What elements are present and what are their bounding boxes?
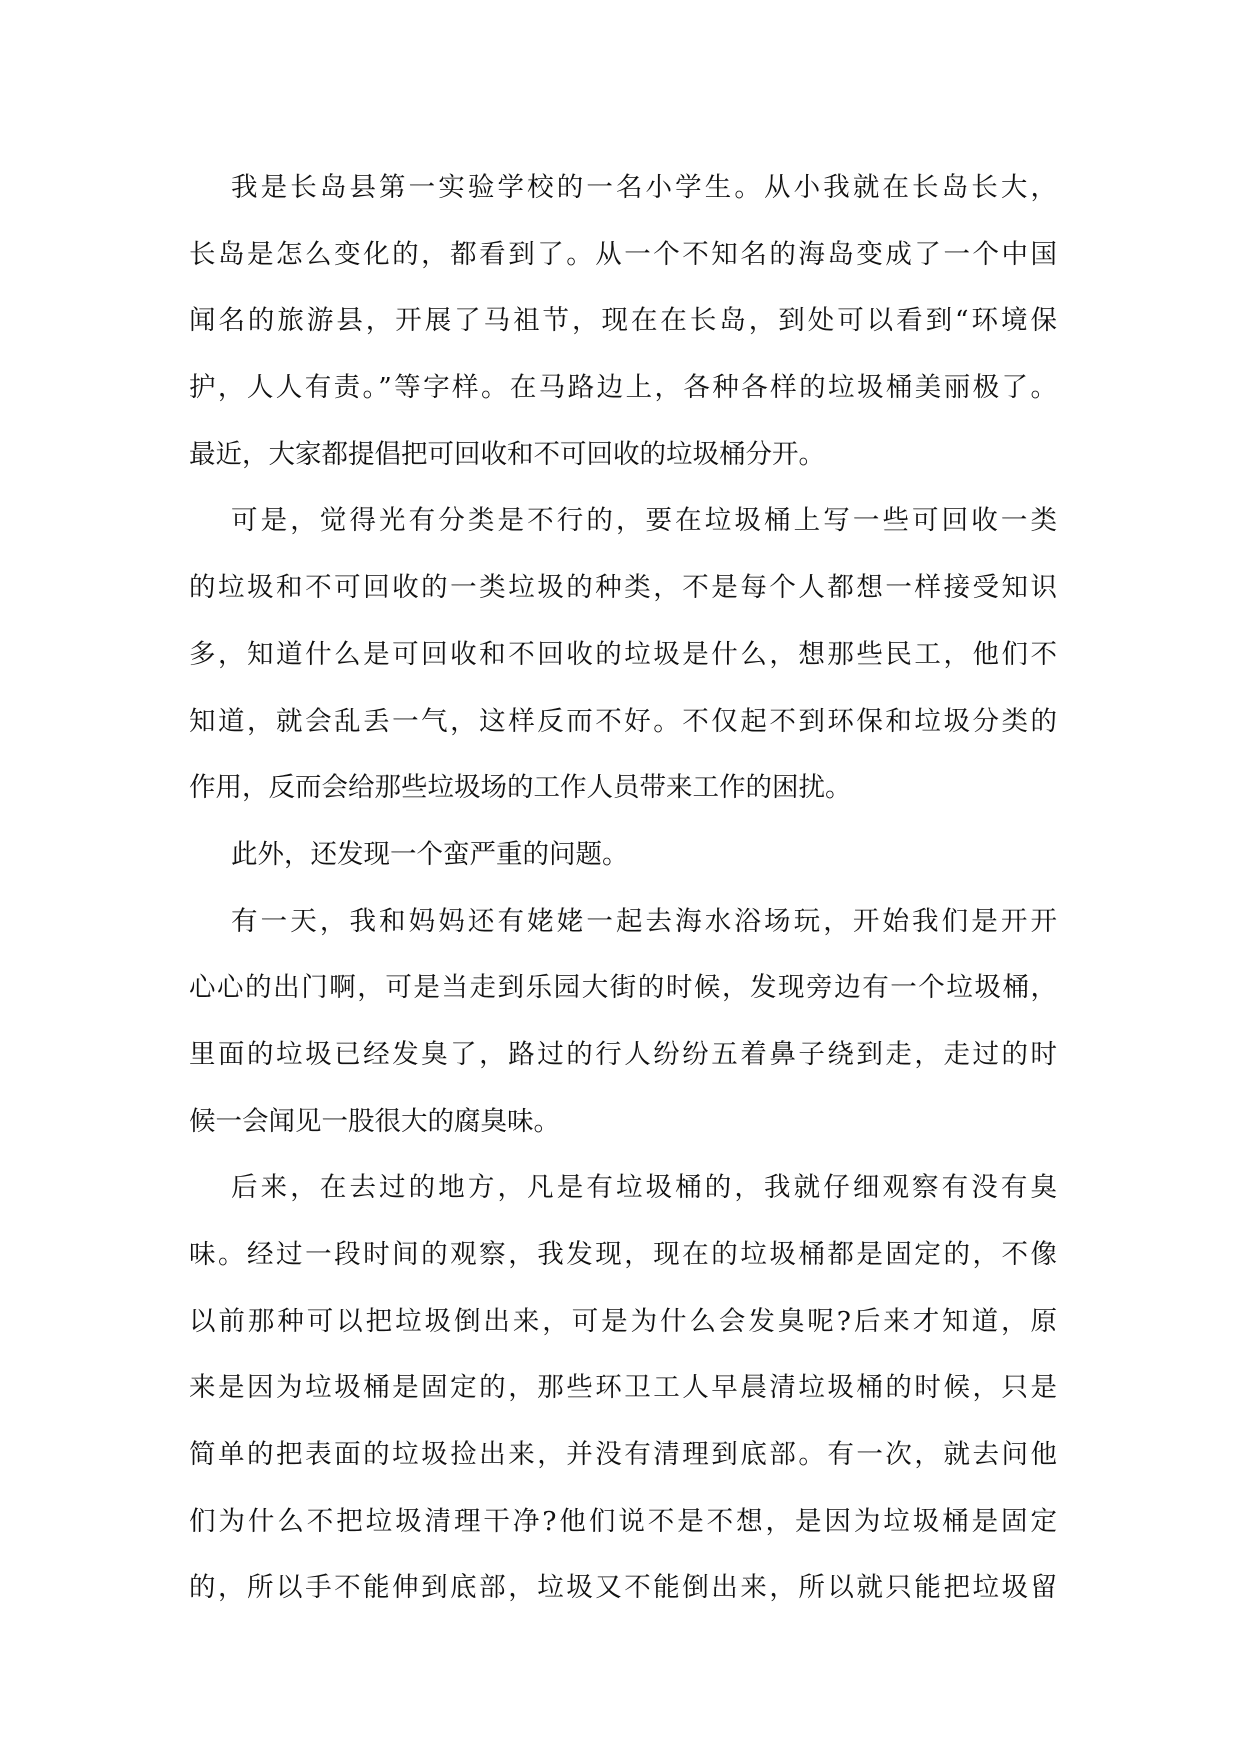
text-line: 候一会闻见一股很大的腐臭味。 [189,1105,560,1137]
text-line: 的，所以手不能伸到底部，垃圾又不能倒出来，所以就只能把垃圾留 [189,1572,1057,1604]
text-line: 后来，在去过的地方，凡是有垃圾桶的，我就仔细观察有没有臭 [231,1172,1057,1204]
text-line: 来是因为垃圾桶是固定的，那些环卫工人早晨清垃圾桶的时候，只是 [189,1372,1057,1404]
text-line: 长岛是怎么变化的，都看到了。从一个不知名的海岛变成了一个中国 [189,238,1057,270]
text-line: 闻名的旅游县，开展了马祖节，现在在长岛，到处可以看到“环境保 [189,305,1057,337]
text-line: 有一天，我和妈妈还有姥姥一起去海水浴场玩，开始我们是开开 [231,905,1057,937]
text-line: 最近，大家都提倡把可回收和不可回收的垃圾桶分开。 [189,438,825,470]
text-line: 我是长岛县第一实验学校的一名小学生。从小我就在长岛长大， [231,172,1057,203]
text-line: 护，人人有责。”等字样。在马路边上，各种各样的垃圾桶美丽极了。 [189,372,1057,404]
text-line: 们为什么不把垃圾清理干净?他们说不是不想，是因为垃圾桶是固定 [189,1505,1057,1537]
text-line: 简单的把表面的垃圾捡出来，并没有清理到底部。有一次，就去问他 [189,1439,1057,1471]
text-line: 味。经过一段时间的观察，我发现，现在的垃圾桶都是固定的，不像 [189,1239,1057,1270]
text-line: 里面的垃圾已经发臭了，路过的行人纷纷五着鼻子绕到走，走过的时 [189,1038,1057,1070]
text-line: 知道，就会乱丢一气，这样反而不好。不仅起不到环保和垃圾分类的 [189,705,1057,737]
text-line: 心心的出门啊，可是当走到乐园大街的时候，发现旁边有一个垃圾桶， [189,972,1057,1004]
text-line: 以前那种可以把垃圾倒出来，可是为什么会发臭呢?后来才知道，原 [189,1305,1057,1337]
text-line: 此外，还发现一个蛮严重的问题。 [231,838,629,870]
paragraph-5 [189,1155,1057,1622]
text-line: 作用，反而会给那些垃圾场的工作人员带来工作的困扰。 [189,772,852,804]
paragraph-4 [189,889,1057,1156]
paragraph-3 [189,822,1057,889]
text-line: 可是，觉得光有分类是不行的，要在垃圾桶上写一些可回收一类 [231,505,1057,537]
paragraph-1 [189,155,1057,488]
document-body [189,155,1057,1622]
text-line: 的垃圾和不可回收的一类垃圾的种类，不是每个人都想一样接受知识 [189,572,1057,604]
paragraph-2 [189,488,1057,821]
text-line: 多，知道什么是可回收和不回收的垃圾是什么，想那些民工，他们不 [189,638,1057,670]
